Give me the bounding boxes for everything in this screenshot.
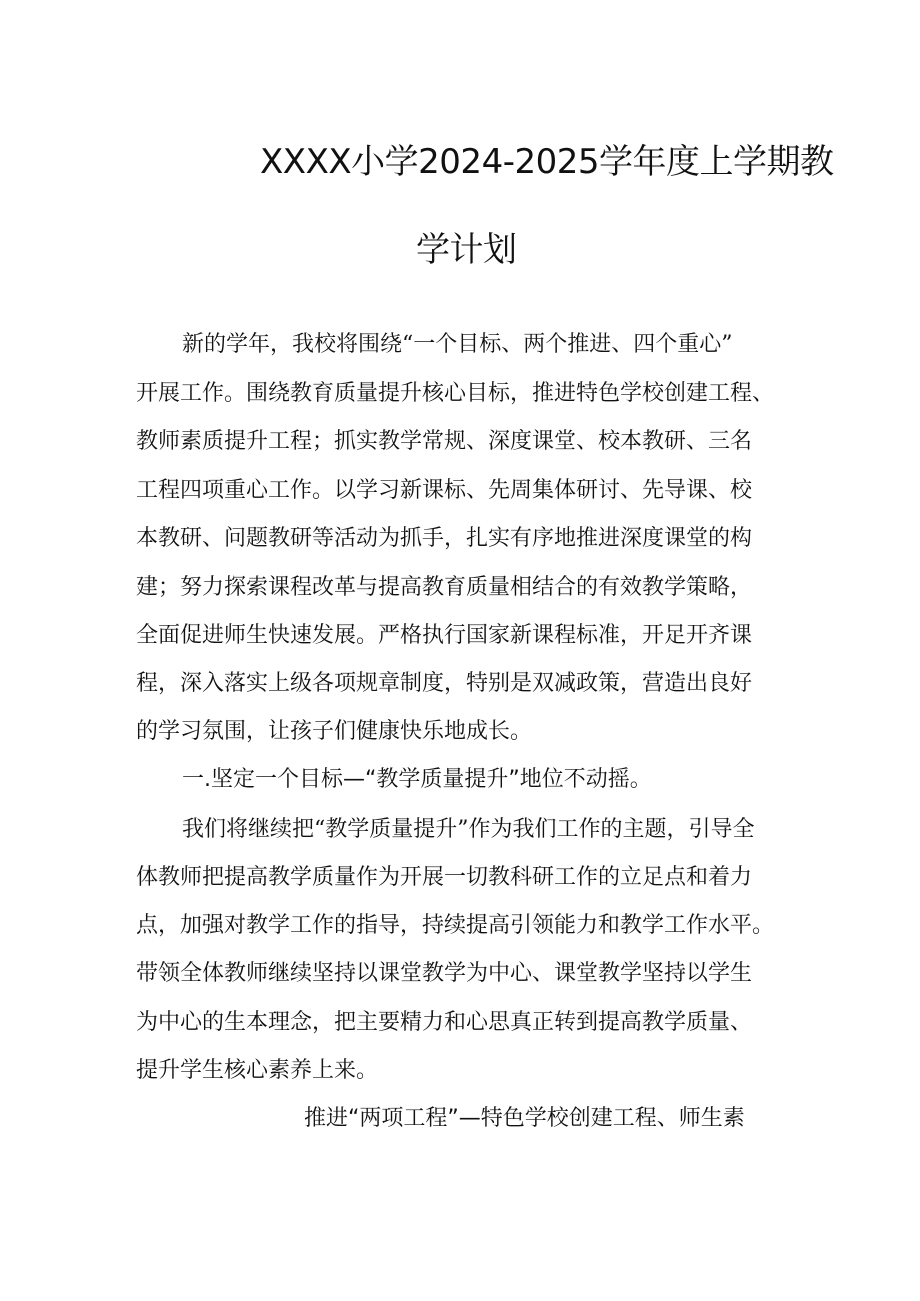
document-title-line-2: 学计划 <box>416 230 517 270</box>
paragraph-line: 本教研、问题教研等活动为抓手，扎实有序地推进深度课堂的构 <box>136 526 753 551</box>
paragraph-line: 开展工作。围绕教育质量提升核心目标，推进特色学校创建工程、 <box>136 381 775 406</box>
paragraph-line: 新的学年，我校将围绕“一个目标、两个推进、四个重心” <box>182 332 733 357</box>
paragraph-line: 带领全体教师继续坚持以课堂教学为中心、课堂教学坚持以学生 <box>136 961 753 986</box>
paragraph-line: 提升学生核心素养上来。 <box>136 1058 379 1083</box>
paragraph-line: 我们将继续把“教学质量提升”作为我们工作的主题，引导全 <box>182 817 755 842</box>
paragraph-line: 全面促进师生快速发展。严格执行国家新课程标准，开足开齐课 <box>136 623 753 648</box>
paragraph-line: 体教师把提高教学质量作为开展一切教科研工作的立足点和着力 <box>136 865 753 890</box>
paragraph-line: 为中心的生本理念，把主要精力和心思真正转到提高教学质量、 <box>136 1010 753 1035</box>
section-heading-2: 推进“两项工程”—特色学校创建工程、师生素 <box>304 1106 745 1131</box>
paragraph-line: 教师素质提升工程；抓实教学常规、深度课堂、校本教研、三名 <box>136 429 753 454</box>
section-heading-1: 一.坚定一个目标—“教学质量提升”地位不动摇。 <box>182 767 652 792</box>
document-title-line-1: XXXX小学2024-2025学年度上学期教 <box>260 142 834 182</box>
paragraph-line: 的学习氛围，让孩子们健康快乐地成长。 <box>136 719 533 744</box>
paragraph-line: 建；努力探索课程改革与提高教育质量相结合的有效教学策略， <box>136 575 753 600</box>
paragraph-line: 点，加强对教学工作的指导，持续提高引领能力和教学工作水平。 <box>136 913 775 938</box>
paragraph-line: 程，深入落实上级各项规章制度，特别是双减政策，营造出良好 <box>136 671 753 696</box>
paragraph-line: 工程四项重心工作。以学习新课标、先周集体研讨、先导课、校 <box>136 478 753 503</box>
